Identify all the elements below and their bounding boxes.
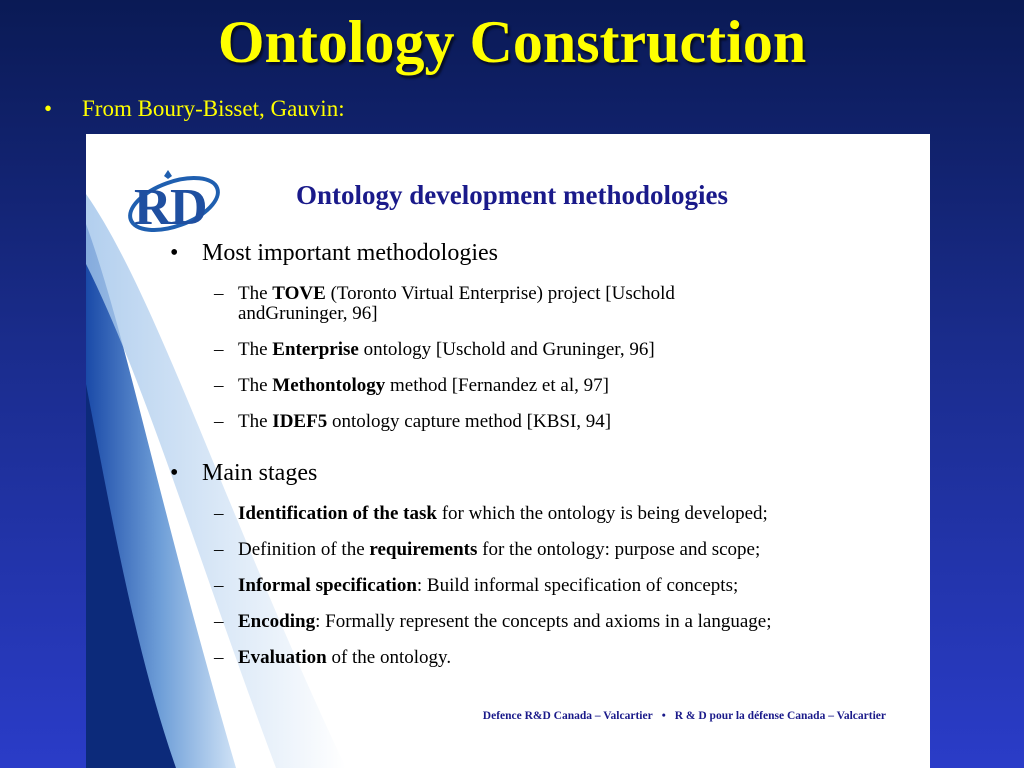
- bullet-level-2: [168, 576, 908, 596]
- item-pre: The: [238, 283, 273, 304]
- bullet-level-2: [168, 540, 908, 560]
- slide-title: Ontology Construction: [217, 9, 807, 75]
- item-post: ontology capture method [KBSI, 94]: [327, 411, 612, 432]
- bullet-level-2: [168, 412, 908, 432]
- embedded-slide-panel: [86, 134, 930, 768]
- item-pre: The: [238, 339, 273, 360]
- item-post: : Build informal specification of concepts;: [416, 575, 739, 596]
- dash-marker: –: [214, 411, 224, 432]
- item-post: : Formally represent the concepts and axioms in a language;: [315, 611, 772, 632]
- footer-left: Defence R&D Canada – Valcartier: [482, 710, 653, 722]
- dash-marker: –: [214, 503, 224, 524]
- item-post: method [Fernandez et al, 97]: [385, 375, 609, 396]
- bullet-marker: •: [170, 460, 179, 486]
- panel-heading: Ontology development methodologies: [296, 180, 728, 210]
- footer-right: R & D pour la défense Canada – Valcartier: [674, 710, 886, 722]
- item-post: for which the ontology is being developed;: [436, 503, 768, 524]
- logo-letter-d: D: [170, 179, 208, 236]
- bullet-level-2: [168, 340, 908, 360]
- dash-marker: –: [214, 647, 224, 668]
- dash-marker: –: [214, 339, 224, 360]
- bullet-level-2: [168, 612, 908, 632]
- source-bullet: [44, 94, 345, 124]
- footer-separator: •: [661, 710, 666, 722]
- item-bold: Enterprise: [272, 339, 359, 360]
- bullet-marker: •: [44, 96, 53, 121]
- item-post: of the ontology.: [326, 647, 452, 668]
- dash-marker: –: [214, 283, 224, 304]
- footer: [86, 710, 886, 722]
- item-pre: The: [238, 411, 273, 432]
- dash-marker: –: [214, 539, 224, 560]
- bullet-marker: •: [170, 240, 179, 266]
- item-bold: Informal specification: [238, 575, 417, 596]
- item-bold: Methontology: [272, 375, 386, 396]
- item-line2: andGruninger, 96]: [238, 303, 378, 324]
- bullet-level-2: [168, 648, 908, 668]
- item-post: ontology [Uschold and Gruninger, 96]: [358, 339, 655, 360]
- methodology-content: [168, 238, 908, 668]
- logo-letter-r: R: [134, 179, 172, 236]
- bullet-label: Main stages: [202, 460, 318, 486]
- bullet-level-1: [168, 238, 908, 268]
- item-post: (Toronto Virtual Enterprise) project [Uschold: [325, 283, 675, 304]
- bullet-level-2: [168, 376, 908, 396]
- source-text: From Boury-Bisset, Gauvin:: [82, 96, 345, 121]
- section-gap: [168, 432, 908, 458]
- dash-marker: –: [214, 575, 224, 596]
- bullet-level-2: [168, 284, 908, 324]
- dash-marker: –: [214, 611, 224, 632]
- item-bold: IDEF5: [272, 411, 328, 432]
- bullet-level-2: [168, 504, 908, 524]
- dash-marker: –: [214, 375, 224, 396]
- item-bold: TOVE: [272, 283, 326, 304]
- item-bold: requirements: [369, 539, 478, 560]
- item-bold: Evaluation: [238, 647, 327, 668]
- item-post: for the ontology: purpose and scope;: [477, 539, 761, 560]
- bullet-label: Most important methodologies: [202, 240, 498, 266]
- item-bold: Identification of the task: [238, 503, 437, 524]
- item-pre: The: [238, 375, 273, 396]
- item-bold: Encoding: [238, 611, 316, 632]
- item-pre: Definition of the: [238, 539, 370, 560]
- bullet-level-1: [168, 458, 908, 488]
